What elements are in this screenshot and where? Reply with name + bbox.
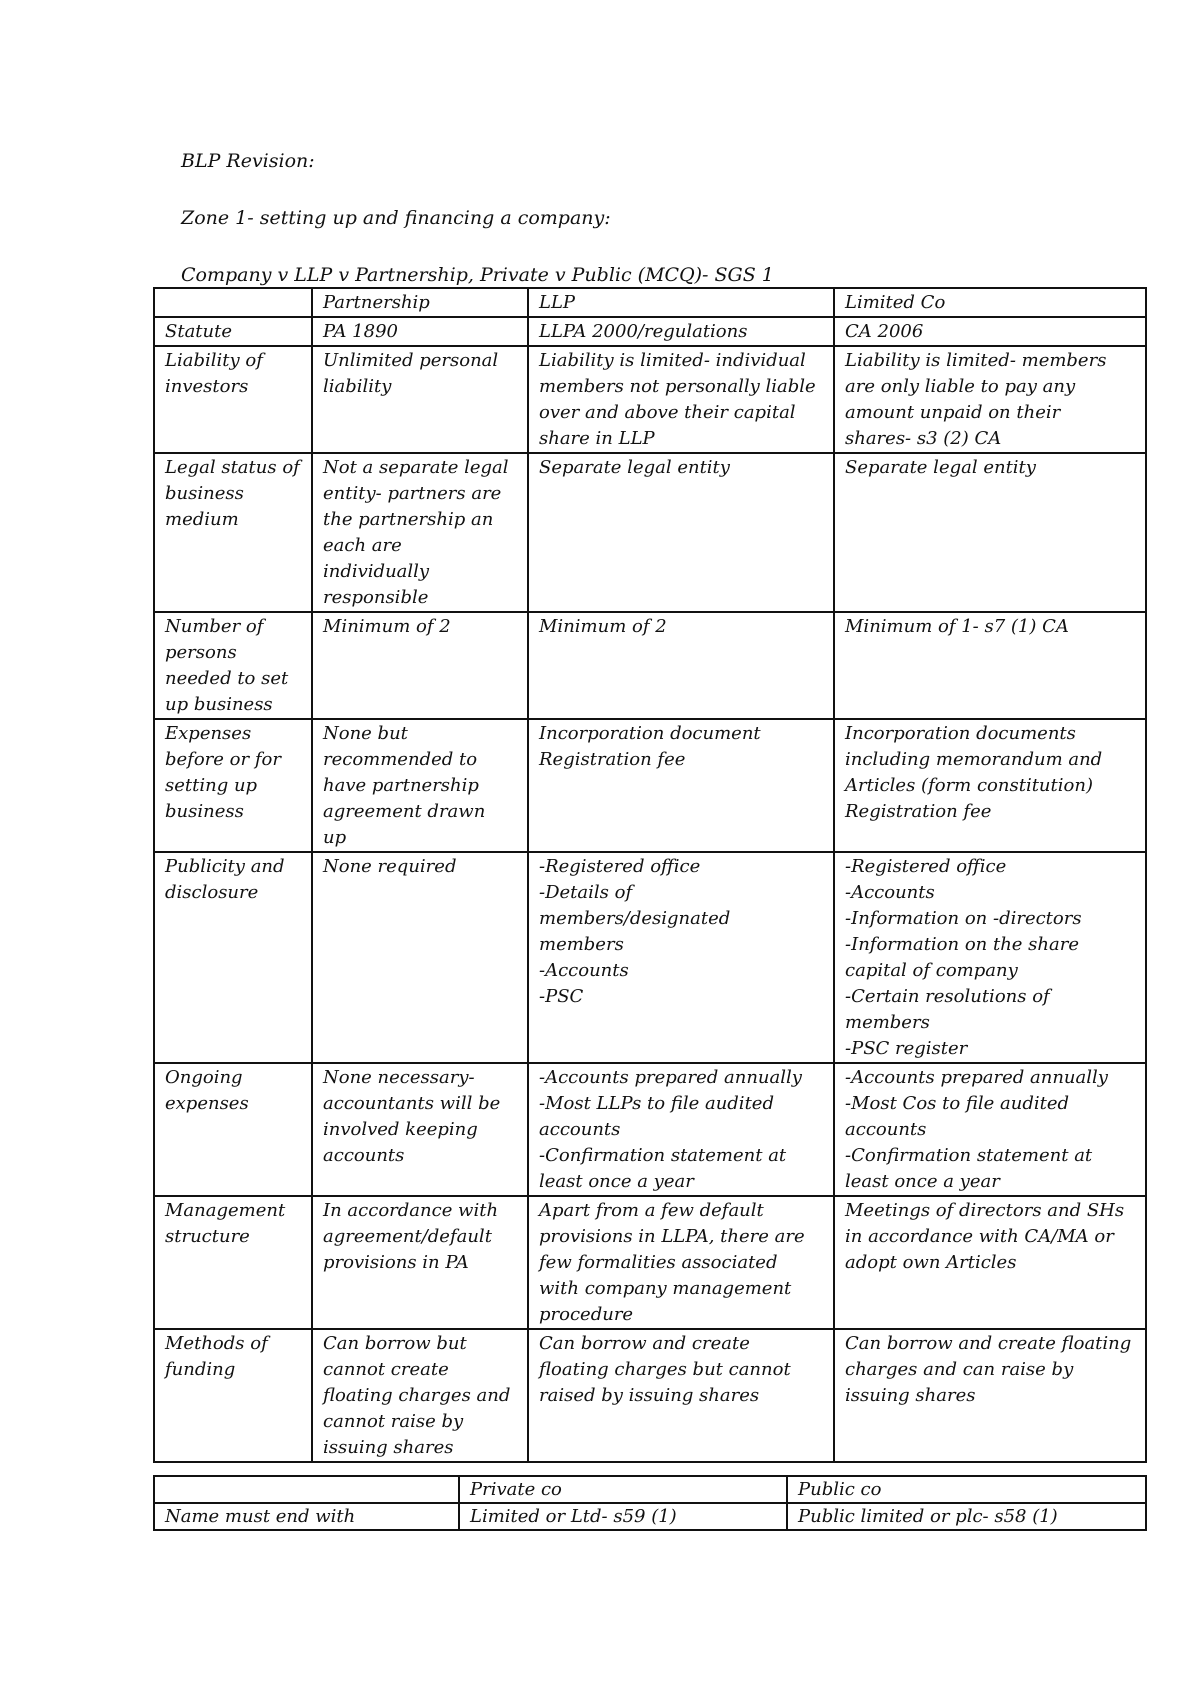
table-cell	[528, 317, 834, 346]
cell-line: business	[165, 483, 244, 504]
table-cell	[528, 453, 834, 612]
cell-line: Can borrow and create floating	[845, 1333, 1132, 1354]
cell-line: issuing shares	[323, 1437, 454, 1458]
cell-line: business	[165, 801, 244, 822]
table-cell	[312, 852, 528, 1063]
cell-line: responsible	[323, 587, 429, 608]
table-cell	[528, 1329, 834, 1462]
cell-line: raised by issuing shares	[539, 1385, 760, 1406]
section-heading: Zone 1- setting up and financing a company:	[181, 207, 611, 229]
cell-line: over and above their capital	[539, 402, 796, 423]
cell-line: CA 2006	[845, 321, 924, 342]
cell-line: -Accounts	[845, 882, 935, 903]
table-cell	[834, 1196, 1146, 1329]
cell-line: Liability is limited- individual	[539, 350, 806, 371]
cell-line: Minimum of 2	[539, 616, 667, 637]
cell-line: Not a separate legal	[323, 457, 509, 478]
column-header: Public co	[787, 1476, 1146, 1503]
table-cell	[312, 453, 528, 612]
cell-line: entity- partners are	[323, 483, 502, 504]
cell-line: Minimum of 1- s7 (1) CA	[845, 616, 1069, 637]
table-row-management	[154, 1196, 1146, 1329]
cell-line: before or for	[165, 749, 281, 770]
cell-line: -Most Cos to file audited	[845, 1093, 1070, 1114]
cell-line: Number of	[165, 616, 264, 637]
cell-line: accounts	[845, 1119, 927, 1140]
cell-line: accountants will be	[323, 1093, 501, 1114]
cell-line: least once a year	[539, 1171, 694, 1192]
cell-line: capital of company	[845, 960, 1018, 981]
cell-line: -PSC	[539, 986, 584, 1007]
column-header	[154, 288, 312, 317]
table-row-statute	[154, 317, 1146, 346]
table-cell	[834, 453, 1146, 612]
table-caption: Company v LLP v Partnership, Private v Public (MCQ)- SGS 1	[181, 264, 774, 286]
cell-line: have partnership	[323, 775, 479, 796]
cell-line: each are	[323, 535, 402, 556]
cell-line: needed to set	[165, 668, 289, 689]
table-row-number-of-persons	[154, 612, 1146, 719]
cell-line: -Information on -directors	[845, 908, 1082, 929]
cell-line: including memorandum and	[845, 749, 1103, 770]
table-row-ongoing-expenses	[154, 1063, 1146, 1196]
cell-line: charges and can raise by	[845, 1359, 1074, 1380]
table-header-row	[154, 288, 1146, 317]
table-cell	[834, 852, 1146, 1063]
cell-line: recommended to	[323, 749, 478, 770]
cell-line: Separate legal entity	[845, 457, 1036, 478]
cell-line: Management	[165, 1200, 286, 1221]
cell-line: Ongoing	[165, 1067, 243, 1088]
cell-line: involved keeping	[323, 1119, 478, 1140]
private-public-table	[153, 1475, 1147, 1531]
cell-line: individually	[323, 561, 430, 582]
cell-line: -Accounts prepared annually	[539, 1067, 802, 1088]
column-header: LLP	[528, 288, 834, 317]
table-row-name-ending	[154, 1503, 1146, 1530]
row-label	[154, 719, 312, 852]
row-label	[154, 1063, 312, 1196]
table-cell	[312, 1329, 528, 1462]
cell-line: Legal status of	[165, 457, 300, 478]
cell-line: Separate legal entity	[539, 457, 730, 478]
cell-line: -Confirmation statement at	[845, 1145, 1093, 1166]
cell-line: Public limited or plc- s58 (1)	[798, 1506, 1058, 1527]
column-header: Limited Co	[834, 288, 1146, 317]
cell-line: Methods of	[165, 1333, 268, 1354]
cell-line: agreement drawn	[323, 801, 486, 822]
cell-line: Meetings of directors and SHs	[845, 1200, 1125, 1221]
row-label	[154, 612, 312, 719]
cell-line: with company management	[539, 1278, 792, 1299]
cell-line: -Details of	[539, 882, 633, 903]
table-cell	[834, 719, 1146, 852]
cell-line: Registration fee	[845, 801, 992, 822]
cell-line: -Information on the share	[845, 934, 1079, 955]
cell-line: adopt own Articles	[845, 1252, 1017, 1273]
table-cell	[312, 1196, 528, 1329]
cell-line: agreement/default	[323, 1226, 492, 1247]
cell-line: funding	[165, 1359, 236, 1380]
cell-line: Can borrow but	[323, 1333, 467, 1354]
table-row-liability	[154, 346, 1146, 453]
row-label	[154, 1329, 312, 1462]
row-label	[154, 346, 312, 453]
table-cell	[312, 612, 528, 719]
column-header	[154, 1476, 459, 1503]
cell-line: few formalities associated	[539, 1252, 778, 1273]
table-row-publicity	[154, 852, 1146, 1063]
table-cell	[834, 317, 1146, 346]
cell-line: are only liable to pay any	[845, 376, 1076, 397]
table-cell	[528, 612, 834, 719]
cell-line: None necessary-	[323, 1067, 475, 1088]
cell-line: Publicity and	[165, 856, 285, 877]
table-cell	[312, 317, 528, 346]
cell-line: expenses	[165, 1093, 249, 1114]
table-header-row	[154, 1476, 1146, 1503]
cell-line: Incorporation document	[539, 723, 761, 744]
row-label	[154, 317, 312, 346]
cell-line: floating charges and	[323, 1385, 511, 1406]
cell-line: -Registered office	[539, 856, 701, 877]
cell-line: Articles (form constitution)	[845, 775, 1093, 796]
comparison-table	[153, 287, 1147, 1463]
cell-line: cannot raise by	[323, 1411, 464, 1432]
cell-line: members	[539, 934, 624, 955]
column-header: Partnership	[312, 288, 528, 317]
table-cell	[528, 1063, 834, 1196]
cell-line: issuing shares	[845, 1385, 976, 1406]
cell-line: In accordance with	[323, 1200, 499, 1221]
cell-line: members not personally liable	[539, 376, 816, 397]
cell-line: LLPA 2000/regulations	[539, 321, 748, 342]
table-cell	[834, 346, 1146, 453]
table-row-expenses	[154, 719, 1146, 852]
cell-line: in accordance with CA/MA or	[845, 1226, 1114, 1247]
cell-line: disclosure	[165, 882, 259, 903]
cell-line: -Accounts	[539, 960, 629, 981]
cell-line: provisions in LLPA, there are	[539, 1226, 805, 1247]
cell-line: provisions in PA	[323, 1252, 469, 1273]
cell-line: Apart from a few default	[539, 1200, 764, 1221]
cell-line: -PSC register	[845, 1038, 968, 1059]
cell-line: shares- s3 (2) CA	[845, 428, 1002, 449]
cell-line: None but	[323, 723, 408, 744]
table-cell	[528, 852, 834, 1063]
cell-line: persons	[165, 642, 237, 663]
cell-line: -Most LLPs to file audited	[539, 1093, 774, 1114]
cell-line: floating charges but cannot	[539, 1359, 791, 1380]
cell-line: cannot create	[323, 1359, 449, 1380]
cell-line: -Certain resolutions of	[845, 986, 1050, 1007]
cell-line: members/designated	[539, 908, 731, 929]
table-cell	[834, 1063, 1146, 1196]
cell-line: medium	[165, 509, 239, 530]
cell-line: -Registered office	[845, 856, 1007, 877]
cell-line: -Accounts prepared annually	[845, 1067, 1108, 1088]
table-cell	[312, 719, 528, 852]
column-header: Private co	[459, 1476, 787, 1503]
cell-line: accounts	[539, 1119, 621, 1140]
table-cell	[459, 1503, 787, 1530]
table-cell	[528, 346, 834, 453]
cell-line: Name must end with	[165, 1506, 356, 1527]
cell-line: Minimum of 2	[323, 616, 451, 637]
document-title: BLP Revision:	[181, 150, 315, 172]
cell-line: structure	[165, 1226, 250, 1247]
table-cell	[834, 612, 1146, 719]
row-label	[154, 852, 312, 1063]
cell-line: Limited or Ltd- s59 (1)	[470, 1506, 677, 1527]
cell-line: share in LLP	[539, 428, 655, 449]
cell-line: the partnership an	[323, 509, 494, 530]
cell-line: PA 1890	[323, 321, 398, 342]
cell-line: investors	[165, 376, 249, 397]
row-label	[154, 453, 312, 612]
table-cell	[528, 719, 834, 852]
table-row-funding	[154, 1329, 1146, 1462]
row-label	[154, 1503, 459, 1530]
cell-line: members	[845, 1012, 930, 1033]
cell-line: Liability of	[165, 350, 263, 371]
cell-line: Can borrow and create	[539, 1333, 750, 1354]
cell-line: Registration fee	[539, 749, 686, 770]
table-cell	[312, 346, 528, 453]
cell-line: accounts	[323, 1145, 405, 1166]
cell-line: Statute	[165, 321, 233, 342]
table-cell	[787, 1503, 1146, 1530]
cell-line: Unlimited personal	[323, 350, 499, 371]
cell-line: amount unpaid on their	[845, 402, 1061, 423]
cell-line: Liability is limited- members	[845, 350, 1107, 371]
cell-line: least once a year	[845, 1171, 1000, 1192]
table-cell	[834, 1329, 1146, 1462]
cell-line: liability	[323, 376, 392, 397]
cell-line: Incorporation documents	[845, 723, 1076, 744]
cell-line: procedure	[539, 1304, 634, 1325]
cell-line: setting up	[165, 775, 258, 796]
row-label	[154, 1196, 312, 1329]
cell-line: None required	[323, 856, 457, 877]
cell-line: -Confirmation statement at	[539, 1145, 787, 1166]
cell-line: up	[323, 827, 347, 848]
table-cell	[312, 1063, 528, 1196]
cell-line: up business	[165, 694, 273, 715]
cell-line: Expenses	[165, 723, 252, 744]
table-cell	[528, 1196, 834, 1329]
table-row-legal-status	[154, 453, 1146, 612]
